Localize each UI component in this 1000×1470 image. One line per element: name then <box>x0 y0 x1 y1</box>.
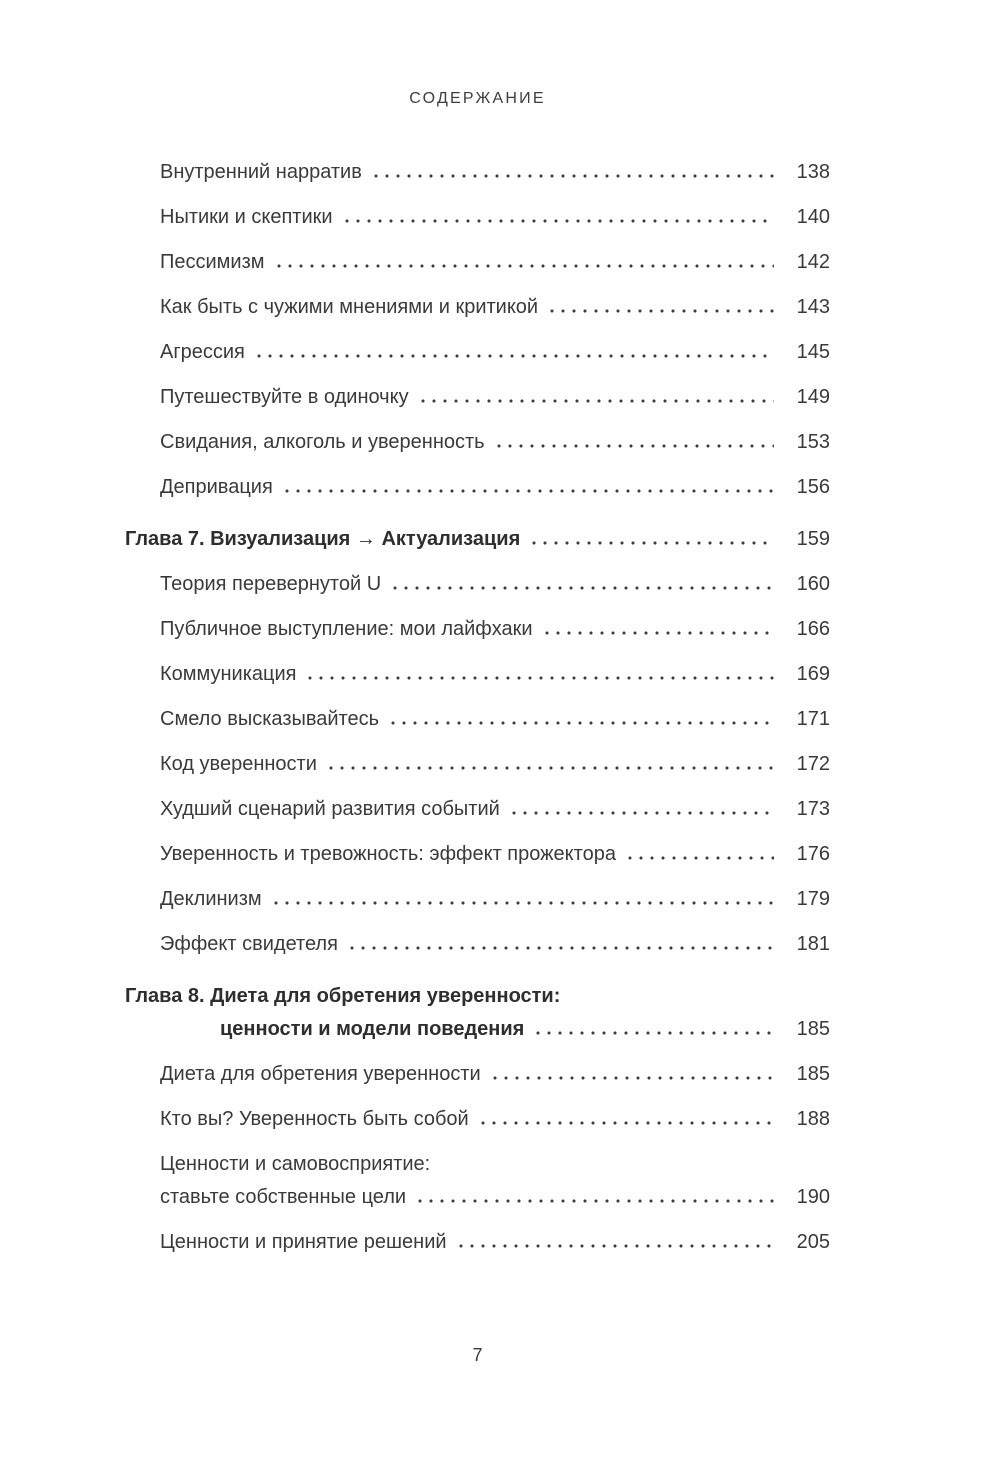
toc-entry-label: Внутренний нарратив <box>160 161 362 183</box>
toc-entry-line <box>125 527 830 560</box>
toc-entry-label: Публичное выступление: мои лайфхаки <box>160 618 533 640</box>
toc-entry-label: Код уверенности <box>160 753 317 775</box>
toc-entry-page-number: 166 <box>796 618 830 640</box>
dot-leader <box>350 946 774 950</box>
dot-leader <box>532 541 774 545</box>
toc-entry-label: Эффект свидетеля <box>160 933 338 955</box>
toc-entry-page-number: 171 <box>796 708 830 730</box>
toc-entry-page-number: 173 <box>796 798 830 820</box>
toc-entry-page-number: 188 <box>796 1108 830 1130</box>
toc-entry-line <box>125 1107 830 1140</box>
toc-entry-page-number: 176 <box>796 843 830 865</box>
dot-leader <box>393 586 774 590</box>
dot-leader <box>493 1076 774 1080</box>
toc-entry-label: Худший сценарий развития событий <box>160 798 500 820</box>
toc-entry-page-number: 185 <box>796 1018 830 1040</box>
toc-entry-label: Пессимизм <box>160 251 265 273</box>
toc-entry-line <box>125 662 830 695</box>
dot-leader <box>391 721 774 725</box>
toc-entry-line <box>125 430 830 463</box>
dot-leader <box>628 856 774 860</box>
toc-entry-page-number: 156 <box>796 476 830 498</box>
toc-sub-entry <box>125 707 830 740</box>
toc-entry-page-number: 153 <box>796 431 830 453</box>
dot-leader <box>329 766 774 770</box>
toc-entry-line <box>125 707 830 740</box>
toc-sub-entry <box>125 662 830 695</box>
toc-entry-page-number: 190 <box>796 1186 830 1208</box>
toc-entry-line <box>125 1185 830 1218</box>
toc-entry-line <box>125 572 830 605</box>
toc-entry-page-number: 169 <box>796 663 830 685</box>
dot-leader <box>277 264 774 268</box>
toc-entry-label: Свидания, алкоголь и уверенность <box>160 431 485 453</box>
toc-sub-entry <box>125 752 830 785</box>
toc-sub-entry <box>125 1152 830 1218</box>
toc-entry-label: Теория перевернутой U <box>160 573 382 595</box>
toc-entry-line <box>125 617 830 650</box>
dot-leader <box>308 676 774 680</box>
toc-sub-entry <box>125 295 830 328</box>
dot-leader <box>418 1199 774 1203</box>
toc-entry-label: ставьте собственные цели <box>160 1186 407 1208</box>
dot-leader <box>345 219 774 223</box>
toc-sub-entry <box>125 430 830 463</box>
toc-sub-entry <box>125 340 830 373</box>
toc-entry-line <box>125 295 830 328</box>
toc-entry-line <box>125 475 830 508</box>
toc-sub-entry <box>125 1062 830 1095</box>
toc-entry-label: Ценности и принятие решений <box>160 1231 447 1253</box>
toc-entry-line <box>125 205 830 238</box>
toc-entry-page-number: 181 <box>796 933 830 955</box>
dot-leader <box>481 1121 774 1125</box>
toc-entry-page-number: 142 <box>796 251 830 273</box>
toc-entry-label: Диета для обретения уверенности <box>160 1063 481 1085</box>
dot-leader <box>274 901 774 905</box>
toc-entry-page-number: 140 <box>796 206 830 228</box>
toc-entry-label: Депривация <box>160 476 273 498</box>
toc-entry-page-number: 160 <box>796 573 830 595</box>
toc-entry-label: Глава 7. Визуализация → Актуализация <box>125 528 521 550</box>
toc-sub-entry <box>125 475 830 508</box>
toc-entry-line <box>125 250 830 283</box>
toc-sub-entry <box>125 797 830 830</box>
toc-entry-page-number: 145 <box>796 341 830 363</box>
page-number: 7 <box>472 1345 483 1365</box>
dot-leader <box>497 444 774 448</box>
toc-entry-label: Деклинизм <box>160 888 262 910</box>
toc-entry-line <box>125 984 830 1017</box>
toc-entry-page-number: 138 <box>796 161 830 183</box>
toc-sub-entry <box>125 932 830 965</box>
toc-entry-line <box>125 385 830 418</box>
toc-entry-label: Кто вы? Уверенность быть собой <box>160 1108 469 1130</box>
toc-entry-line <box>125 160 830 193</box>
toc-entry-line <box>125 887 830 920</box>
toc-entry-label: Смело высказывайтесь <box>160 708 380 730</box>
toc-sub-entry <box>125 205 830 238</box>
toc-entry-line <box>125 932 830 965</box>
dot-leader <box>285 489 774 493</box>
dot-leader <box>257 354 774 358</box>
dot-leader <box>545 631 774 635</box>
toc-sub-entry <box>125 887 830 920</box>
toc-chapter-entry <box>125 527 830 560</box>
toc-entry-label: Глава 8. Диета для обретения уверенности: <box>125 985 561 1007</box>
toc-entry-page-number: 159 <box>796 528 830 550</box>
toc-sub-entry <box>125 1230 830 1263</box>
toc-entry-line <box>125 752 830 785</box>
toc-sub-entry <box>125 617 830 650</box>
toc-sub-entry <box>125 250 830 283</box>
toc-list <box>125 160 830 1275</box>
toc-entry-line <box>125 797 830 830</box>
dot-leader <box>536 1031 774 1035</box>
toc-title: СОДЕРЖАНИЕ <box>409 90 546 107</box>
toc-entry-page-number: 185 <box>796 1063 830 1085</box>
toc-entry-label: Агрессия <box>160 341 245 363</box>
toc-entry-line <box>125 340 830 373</box>
toc-sub-entry <box>125 1107 830 1140</box>
toc-entry-page-number: 143 <box>796 296 830 318</box>
dot-leader <box>459 1244 774 1248</box>
toc-entry-page-number: 149 <box>796 386 830 408</box>
toc-sub-entry <box>125 160 830 193</box>
dot-leader <box>512 811 774 815</box>
toc-sub-entry <box>125 842 830 875</box>
toc-entry-line <box>125 1062 830 1095</box>
toc-entry-label: Коммуникация <box>160 663 297 685</box>
toc-entry-label: Уверенность и тревожность: эффект прожектора <box>160 843 616 865</box>
toc-entry-label: ценности и модели поведения <box>220 1018 525 1040</box>
toc-entry-line <box>125 1017 830 1050</box>
toc-entry-line <box>125 1230 830 1263</box>
toc-entry-label: Как быть с чужими мнениями и критикой <box>160 296 539 318</box>
toc-sub-entry <box>125 385 830 418</box>
toc-entry-page-number: 179 <box>796 888 830 910</box>
toc-entry-page-number: 205 <box>796 1231 830 1253</box>
toc-entry-label: Нытики и скептики <box>160 206 333 228</box>
toc-entry-page-number: 172 <box>796 753 830 775</box>
toc-entry-label: Путешествуйте в одиночку <box>160 386 409 408</box>
toc-entry-line <box>125 842 830 875</box>
toc-chapter-entry <box>125 984 830 1050</box>
toc-entry-label: Ценности и самовосприятие: <box>160 1153 431 1175</box>
dot-leader <box>374 174 774 178</box>
toc-sub-entry <box>125 572 830 605</box>
dot-leader <box>550 309 774 313</box>
toc-entry-line <box>125 1152 830 1185</box>
dot-leader <box>421 399 774 403</box>
